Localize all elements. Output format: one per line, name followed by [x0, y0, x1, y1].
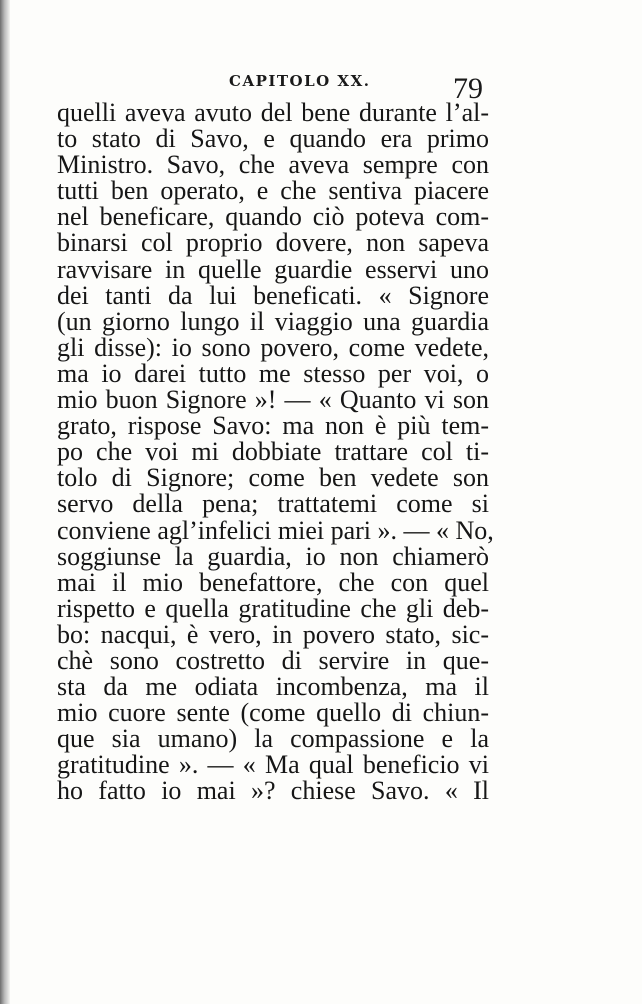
text-line: servo della pena; trattatemi come si [57, 489, 489, 519]
running-head: CAPITOLO XX. [229, 72, 371, 90]
text-line: dei tanti da lui beneficati. « Signore [57, 280, 489, 310]
text-line: sta da me odiata incombenza, ma il [57, 672, 489, 702]
text-line: rispetto e quella gratitudine che gli deb- [57, 593, 489, 623]
text-line: quelli aveva avuto del bene durante l’al- [57, 98, 489, 127]
body-text [57, 98, 494, 806]
text-line: ho fatto io mai »? chiese Savo. « Il [57, 776, 489, 806]
text-line: po che voi mi dobbiate trattare col ti- [57, 437, 489, 467]
text-line: gratitudine ». — « Ma qual beneficio vi [57, 750, 489, 780]
text-line: bo: nacqui, è vero, in povero stato, sic- [57, 619, 489, 649]
text-line: tolo di Signore; come ben vedete son [57, 463, 489, 493]
page-number: 79 [453, 72, 483, 105]
text-line: mio buon Signore »! — « Quanto vi son [57, 385, 489, 415]
text-line: chè sono costretto di servire in que- [57, 645, 489, 675]
text-line: gli disse): io sono povero, come vedete, [57, 332, 489, 362]
text-line: binarsi col proprio dovere, non sapeva [57, 228, 489, 258]
text-line: Ministro. Savo, che aveva sempre con [57, 150, 489, 180]
text-line: ravvisare in quelle guardie esservi uno [57, 254, 489, 284]
page-edge-shadow [0, 0, 10, 1004]
text-line: soggiunse la guardia, io non chiamerò [57, 541, 489, 571]
text-line: (un giorno lungo il viaggio una guardia [57, 306, 489, 336]
text-line: ma io darei tutto me stesso per voi, o [57, 358, 489, 388]
text-line: grato, rispose Savo: ma non è più tem- [57, 411, 489, 441]
text-line: que sia umano) la compassione e la [57, 724, 489, 754]
text-line: mio cuore sente (come quello di chiun- [57, 698, 489, 728]
text-line: mai il mio benefattore, che con quel [57, 567, 489, 597]
text-line: nel beneficare, quando ciò poteva com- [57, 202, 489, 232]
text-line: conviene agl’infelici miei pari ». — « No, [57, 515, 494, 545]
text-line: tutti ben operato, e che sentiva piacere [57, 176, 489, 206]
text-line: to stato di Savo, e quando era primo [57, 124, 489, 154]
